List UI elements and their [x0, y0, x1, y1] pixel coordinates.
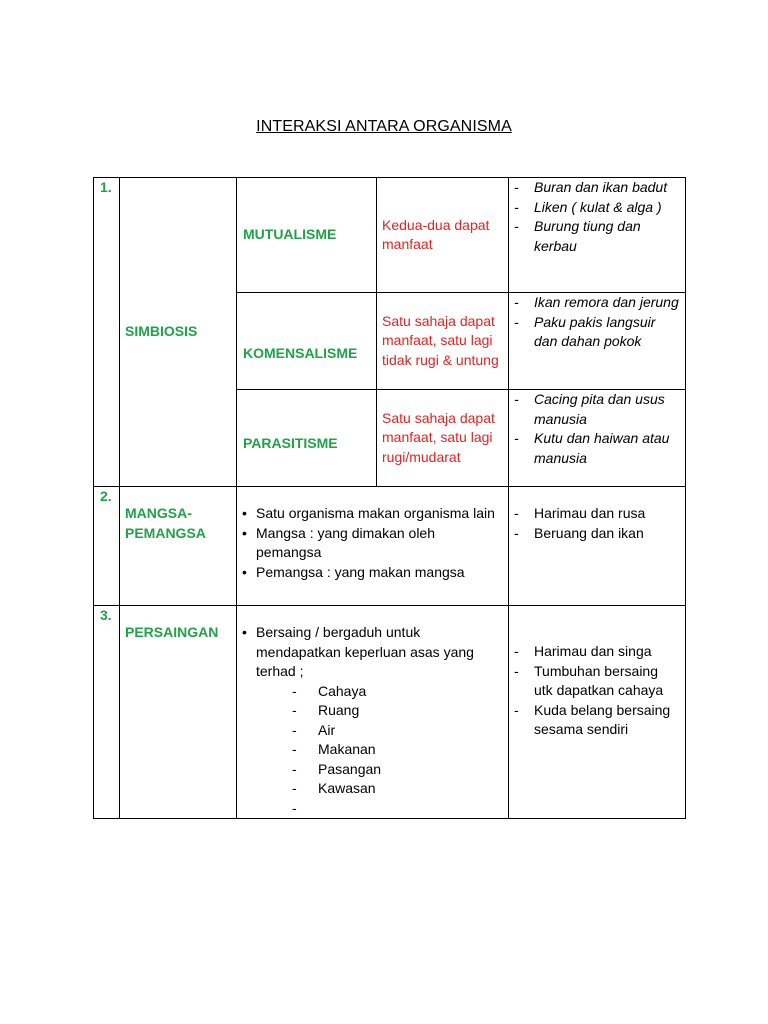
- list-item: - Ikan remora dan jerung: [514, 293, 680, 313]
- list-item: - Air: [292, 721, 503, 741]
- list-item: - Tumbuhan bersaing utk dapatkan cahaya: [514, 662, 680, 701]
- category-cell: [120, 487, 237, 606]
- examples-cell: [509, 178, 686, 293]
- examples-cell: [509, 487, 686, 606]
- category-name: MANGSA-PEMANGSA: [125, 505, 206, 541]
- examples-cell: [509, 606, 686, 819]
- points-cell: [237, 487, 509, 606]
- list-item: • Pemangsa : yang makan mangsa: [242, 563, 503, 583]
- points-list: [242, 504, 503, 582]
- table-row: [94, 606, 686, 819]
- examples-list: [514, 178, 680, 256]
- needs-list: [242, 682, 503, 819]
- table-row: [94, 178, 686, 293]
- list-item: - Ruang: [292, 701, 503, 721]
- examples-cell: [509, 390, 686, 487]
- list-item: - Kuda belang bersaing sesama sendiri: [514, 701, 680, 740]
- list-item: - Pasangan: [292, 760, 503, 780]
- list-item: - Harimau dan rusa: [514, 504, 680, 524]
- list-item: - Paku pakis langsuir dan dahan pokok: [514, 313, 680, 352]
- description-cell: [377, 178, 509, 293]
- subtype-name: KOMENSALISME: [243, 345, 358, 362]
- category-cell: [120, 178, 237, 487]
- examples-list: [514, 642, 680, 740]
- category-cell: [120, 606, 237, 819]
- list-item: - Cahaya: [292, 682, 503, 702]
- list-item: • Bersaing / bergaduh untuk mendapatkan keperluan asas yang terhad ;: [242, 623, 503, 682]
- examples-cell: [509, 293, 686, 390]
- subtype-description: Satu sahaja dapat manfaat, satu lagi tidak rugi & untung: [382, 312, 499, 368]
- list-item: - Buran dan ikan badut: [514, 178, 680, 198]
- examples-list: [514, 390, 680, 468]
- list-item: • Satu organisma makan organisma lain: [242, 504, 503, 524]
- row-number: 1.: [94, 178, 120, 487]
- description-cell: [377, 293, 509, 390]
- list-item: [292, 799, 503, 819]
- list-item: - Kawasan: [292, 779, 503, 799]
- subtype-name: PARASITISME: [243, 435, 338, 452]
- list-item: - Burung tiung dan kerbau: [514, 217, 680, 256]
- points-list: [242, 623, 503, 682]
- category-name: PERSAINGAN: [125, 624, 219, 640]
- page-title: INTERAKSI ANTARA ORGANISMA: [256, 118, 512, 135]
- description-cell: [377, 390, 509, 487]
- subtype-description: Satu sahaja dapat manfaat, satu lagi rugi/mudarat: [382, 409, 495, 465]
- row-number: 2.: [94, 487, 120, 606]
- table-row: [94, 487, 686, 606]
- list-item: - Liken ( kulat & alga ): [514, 198, 680, 218]
- list-item: • Mangsa : yang dimakan oleh pemangsa: [242, 524, 503, 563]
- list-item: - Cacing pita dan usus manusia: [514, 390, 680, 429]
- list-item: - Beruang dan ikan: [514, 524, 680, 544]
- list-item: - Harimau dan singa: [514, 642, 680, 662]
- row-number: 3.: [94, 606, 120, 819]
- examples-list: [514, 293, 680, 352]
- subtype-name: MUTUALISME: [243, 226, 337, 243]
- points-cell: [237, 606, 509, 819]
- subtype-cell: [237, 293, 377, 390]
- subtype-cell: [237, 178, 377, 293]
- subtype-description: Kedua-dua dapat manfaat: [382, 216, 490, 252]
- list-item: - Makanan: [292, 740, 503, 760]
- list-item: - Kutu dan haiwan atau manusia: [514, 429, 680, 468]
- interaction-table: [93, 177, 686, 819]
- category-name: SIMBIOSIS: [125, 323, 198, 340]
- examples-list: [514, 504, 680, 543]
- subtype-cell: [237, 390, 377, 487]
